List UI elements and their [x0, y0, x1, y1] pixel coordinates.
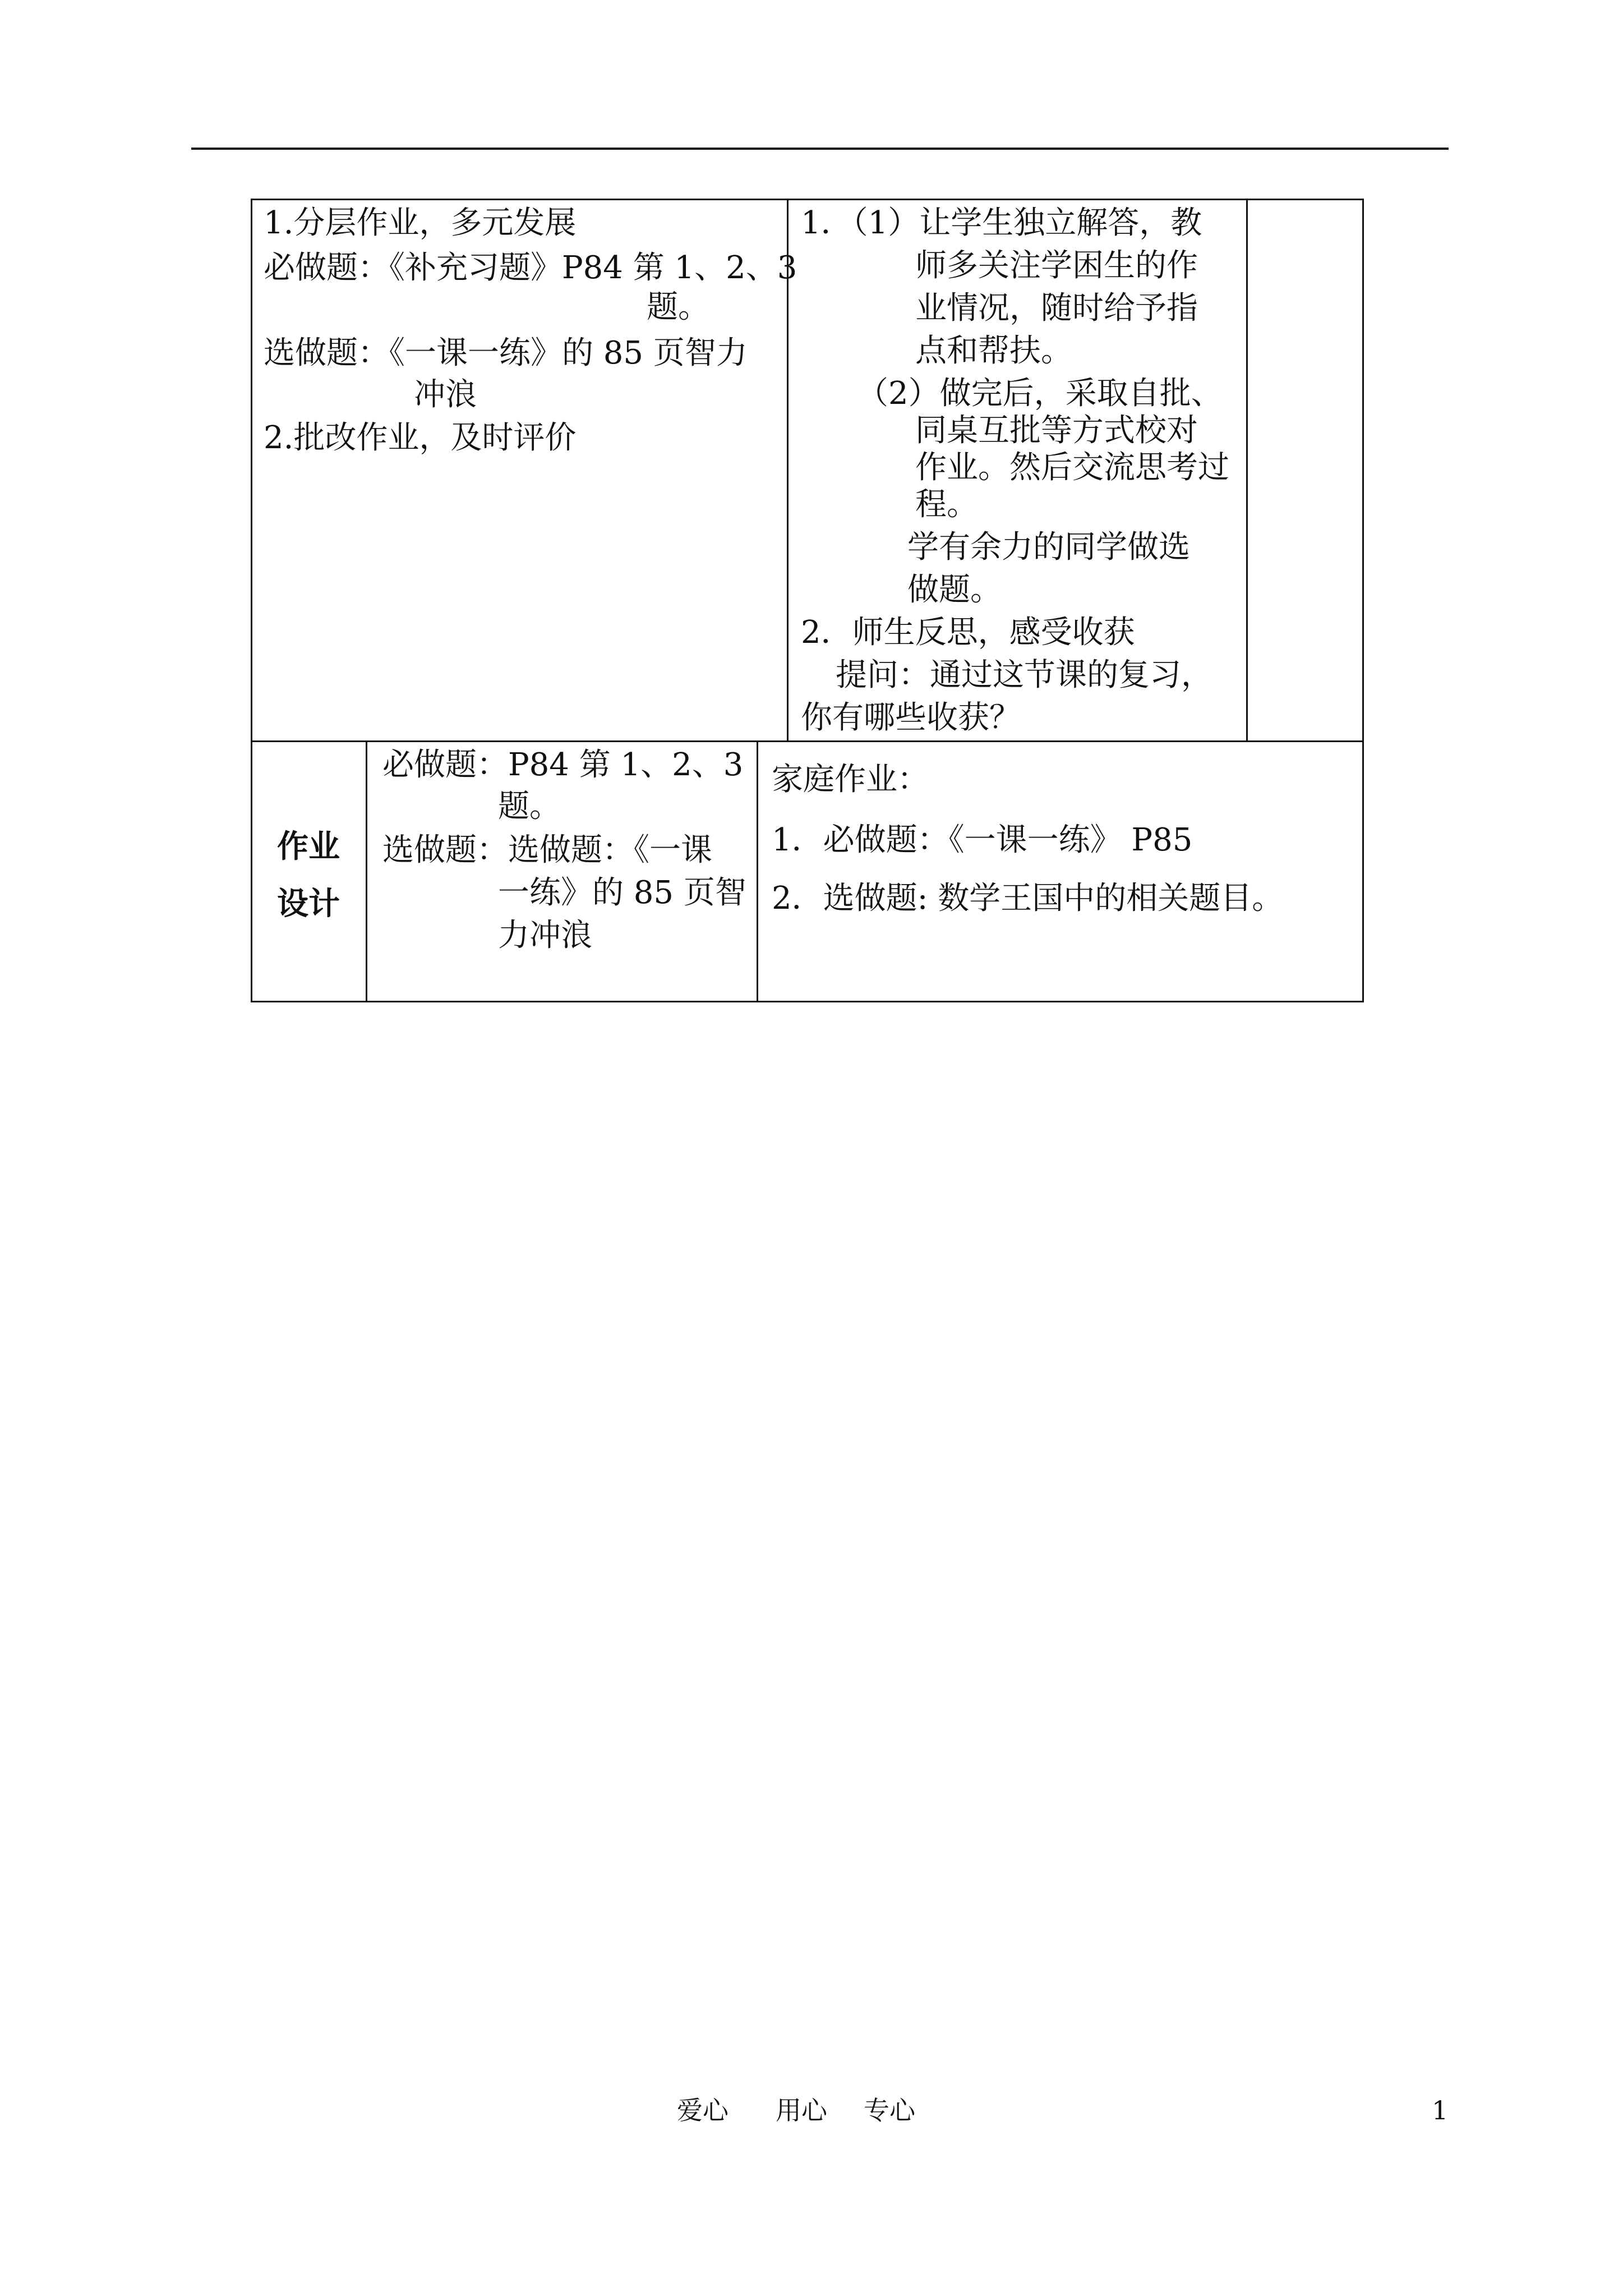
- mid-line-5: （2）做完后，采取自批、: [857, 375, 1223, 412]
- mid-line-3: 业情况，随时给予指: [915, 290, 1198, 326]
- homework-label-line-2: 设计: [277, 886, 340, 922]
- mid-line-4: 点和帮扶。: [915, 333, 1072, 369]
- homework-col-divider-2: [757, 740, 758, 1002]
- mid-line-12: 提问：通过这节课的复习，: [836, 657, 1212, 693]
- footer-motto-1: 爱心: [677, 2095, 728, 2125]
- left-line-6: 2.批改作业，及时评价: [264, 420, 577, 456]
- header-rule: [191, 148, 1449, 150]
- class-line-5: 力冲浪: [498, 917, 592, 954]
- upper-col-divider-2: [1246, 199, 1248, 742]
- mid-line-2: 师多关注学困生的作: [915, 247, 1198, 284]
- home-line-1: 1．必做题：《一课一练》 P85: [772, 822, 1193, 858]
- left-line-4: 选做题：《一课一练》的 85 页智力: [264, 335, 748, 371]
- mid-line-7: 作业。然后交流思考过: [915, 449, 1229, 486]
- page-number: 1: [1432, 2095, 1449, 2125]
- homework-label-line-1: 作业: [277, 829, 340, 865]
- class-line-1: 必做题：P84 第 1、2、3: [382, 747, 744, 783]
- home-homework-title: 家庭作业：: [772, 761, 929, 798]
- mid-line-11: 2．师生反思，感受收获: [801, 614, 1135, 651]
- class-line-3: 选做题：选做题：《一课: [382, 832, 712, 868]
- mid-line-1: 1．（1）让学生独立解答，教: [801, 205, 1202, 241]
- class-line-2: 题。: [498, 788, 561, 825]
- mid-line-6: 同桌互批等方式校对: [915, 412, 1198, 449]
- mid-line-8: 程。: [915, 486, 978, 523]
- left-line-3: 题。: [647, 289, 709, 325]
- mid-line-10: 做题。: [907, 572, 1002, 608]
- home-line-2: 2．选做题: 数学王国中的相关题目。: [772, 880, 1284, 917]
- footer-motto-3: 专心: [864, 2095, 915, 2125]
- mid-line-9: 学有余力的同学做选: [907, 529, 1190, 565]
- footer-motto-2: 用心: [776, 2095, 827, 2125]
- left-line-5: 冲浪: [414, 376, 477, 413]
- left-line-1: 1.分层作业，多元发展: [264, 205, 577, 241]
- left-line-2: 必做题：《补充习题》P84 第 1、2、3: [264, 250, 797, 286]
- mid-line-13: 你有哪些收获？: [801, 700, 1021, 736]
- class-line-4: 一练》的 85 页智: [498, 875, 746, 911]
- homework-col-divider-1: [366, 740, 367, 1002]
